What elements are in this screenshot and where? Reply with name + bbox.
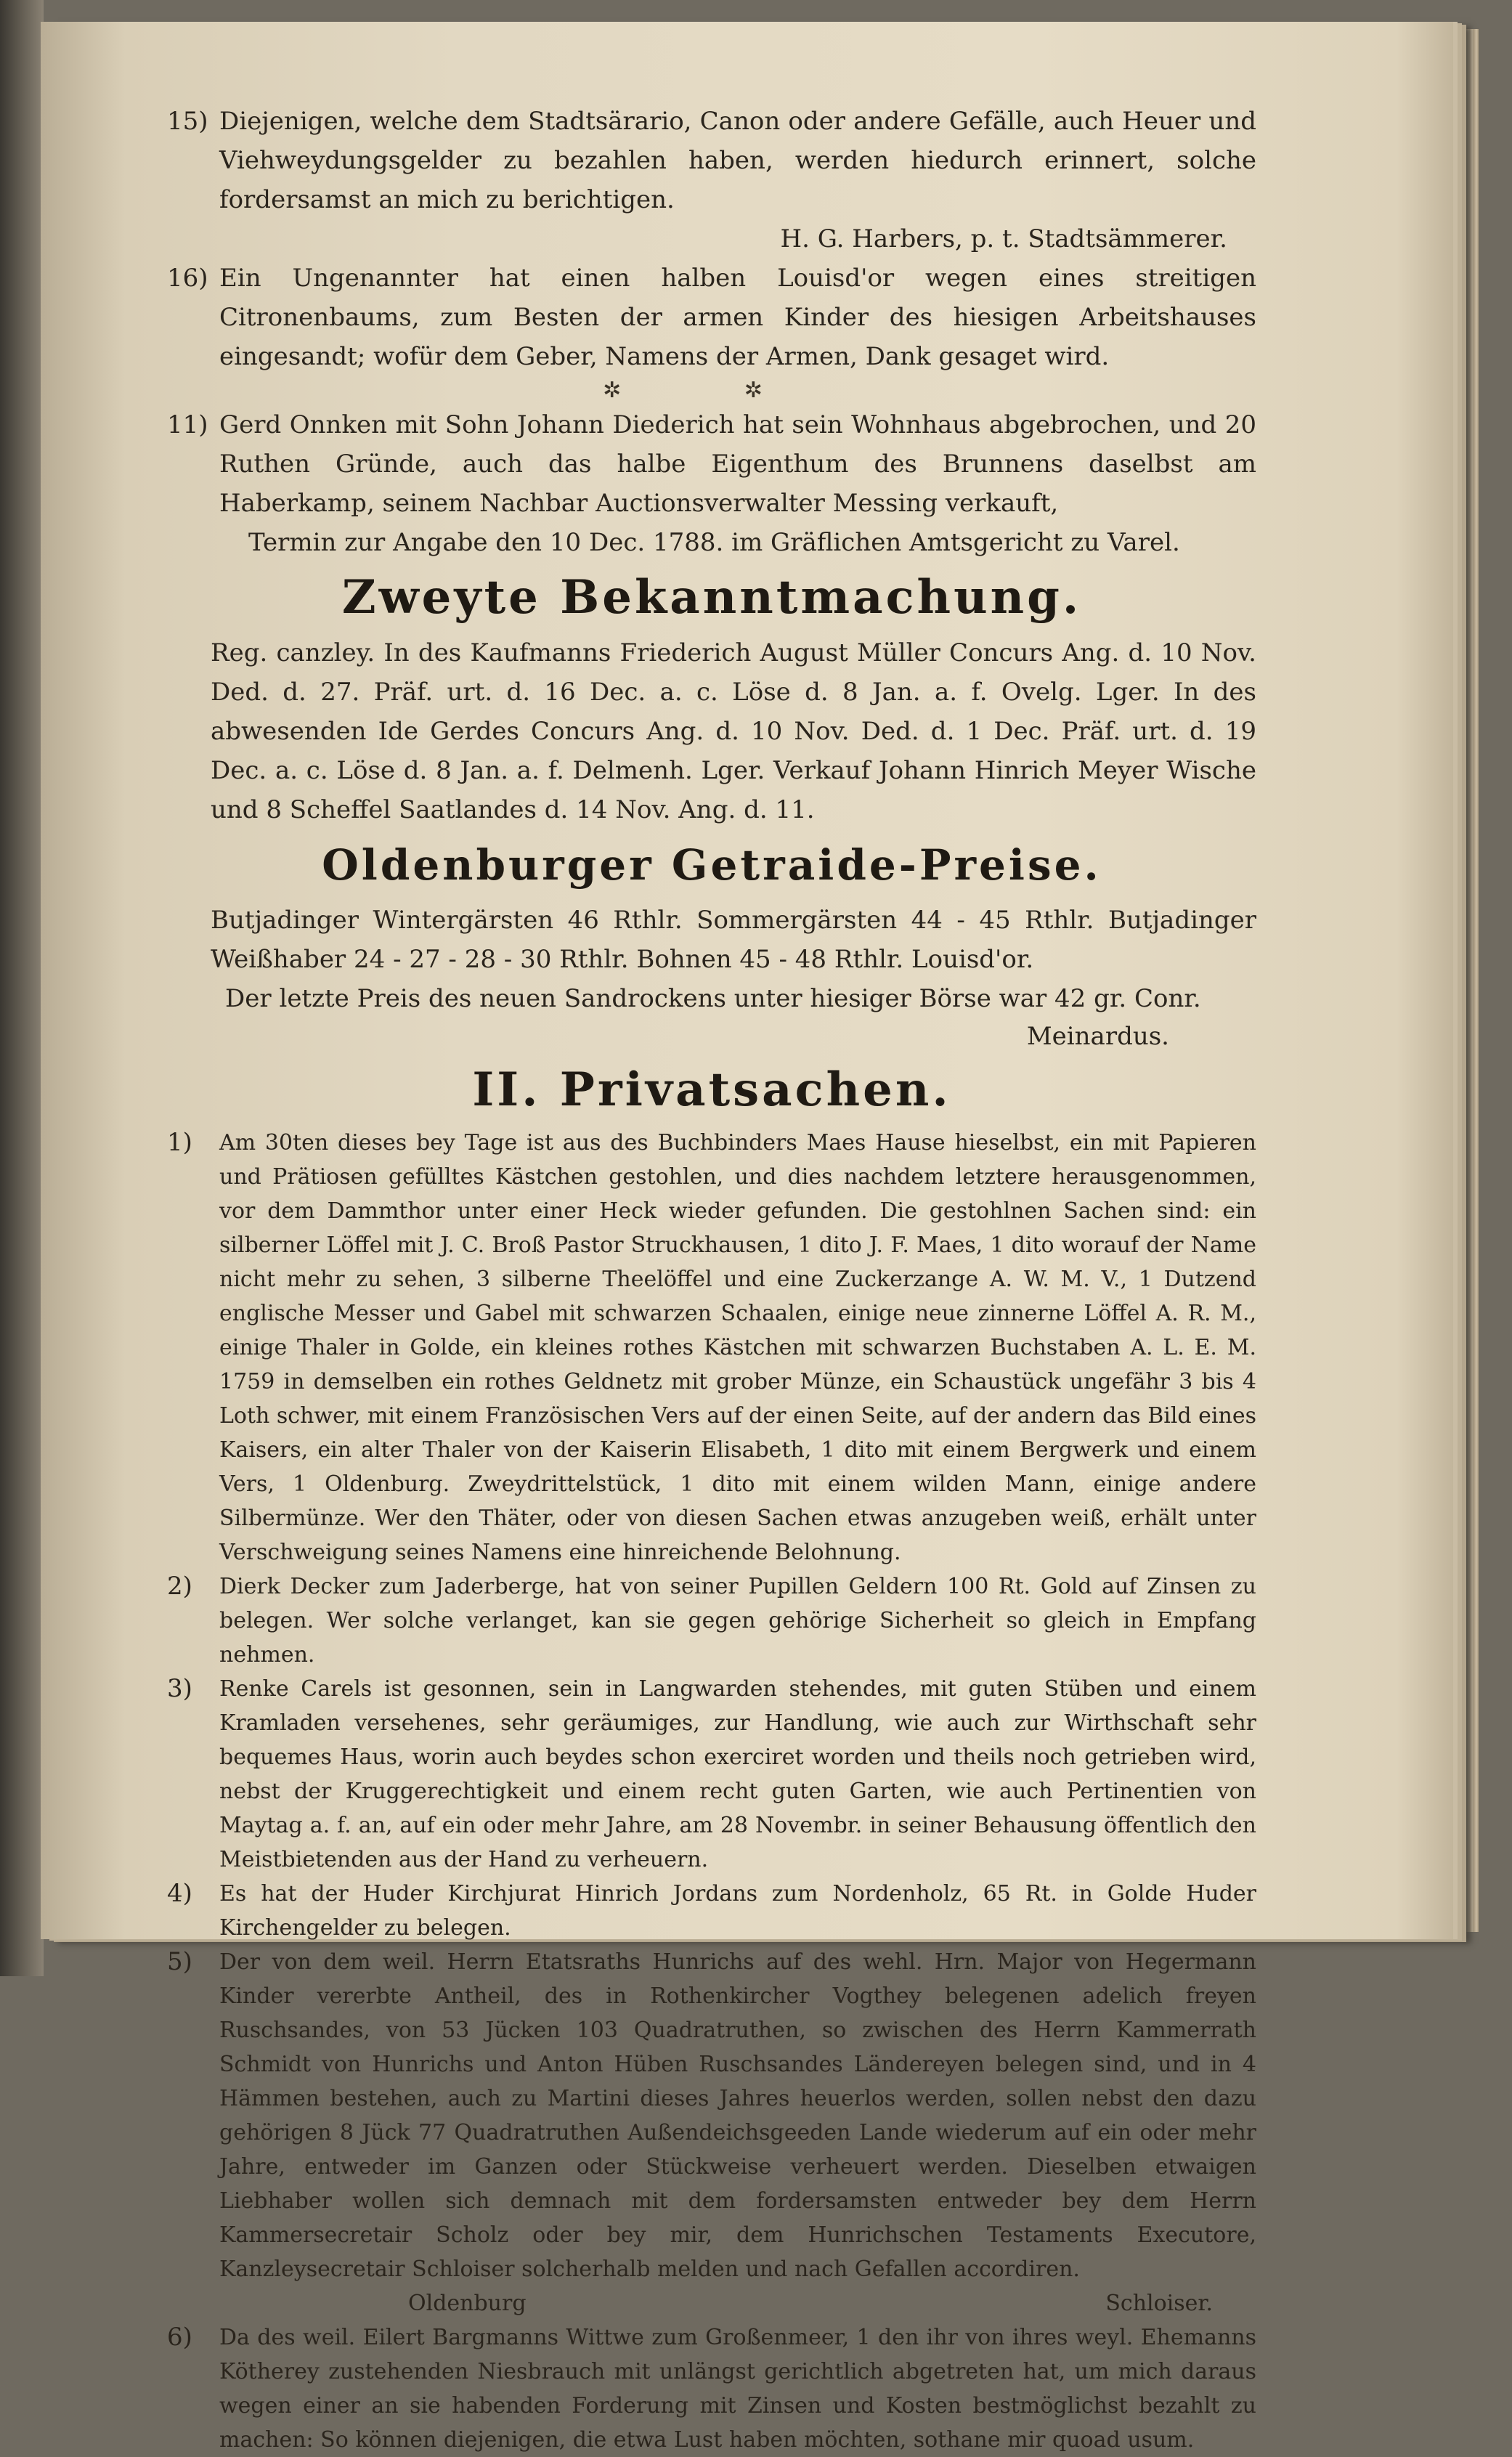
heading-getraide-preise: Oldenburger Getraide-Preise. <box>322 840 1102 890</box>
notice-text: Gerd Onnken mit Sohn Johann Diederich hat sein Wohnhaus abgebrochen, und 20 Ruthen Gründe, auch das halbe Eigenthum des Brunnens daselbst am Haberkamp, seinem Nachbar Auctionsverwalter Messing verkauft, <box>219 410 1256 518</box>
notice-text: Am 30ten dieses bey Tage ist aus des Buchbinders Maes Hause hieselbst, ein mit Papieren und Prätiosen gefülltes Kästchen gestohlen, und dies nachdem letztere herausgenommen, vor dem Dammthor unter einer Heck wieder gefunden. Die gestohlnen Sachen sind: ein silberner Löffel mit J. C. Broß Pastor Struckhausen, 1 dito J. F. Maes, 1 dito worauf der Name nicht mehr zu sehen, 3 silberne Theelöffel und eine Zuckerzange A. W. M. V., 1 Dutzend englische Messer und Gabel mit schwarzen Schaalen, einige neue zinnerne Löffel A. R. M., einige Thaler in Golde, ein kleines rothes Kästchen mit schwarzen Buchstaben A. L. E. M. 1759 in demselben ein rothes Geldnetz mit grober Münze, ein Schaustück ungefähr 3 bis 4 Loth schwer, mit einem Französischen Vers auf der einen Seite, auf der andern das Bild eines Kaisers, ein alter Thaler von der Kaiserin Elisabeth, 1 dito mit einem Bergwerk und einem Vers, 1 Oldenburg. Zweydrittelstück, 1 dito mit einem wilden Mann, einige andere Silbermünze. Wer den Thäter, oder von diesen Sachen etwas anzugeben weiß, erhält unter Verschweigung seines Namens eine hinreichende Belohnung. <box>219 1130 1256 1565</box>
notice-text: Ein Ungenannter hat einen halben Louisd'or wegen eines streitigen Citronenbaums, zum Besten der armen Kinder des hiesigen Arbeitshauses eingesandt; wofür dem Geber, Namens der Armen, Dank gesaget wird. <box>219 264 1256 371</box>
notice-text: Diejenigen, welche dem Stadtsärario, Canon oder andere Gefälle, auch Heuer und Viehweydungsgelder zu bezahlen haben, werden hiedurch erinnert, solche fordersamst an mich zu berichtigen. <box>219 107 1256 214</box>
preise-signature: Meinardus. <box>1026 1022 1169 1051</box>
notice-16 <box>167 259 1256 376</box>
page-content <box>167 102 1256 2457</box>
notice-text: Renke Carels ist gesonnen, sein in Langwarden stehendes, mit guten Stüben und einem Kramladen versehenes, sehr geräumiges, zur Handlung, wie auch zur Wirthschaft sehr bequemes Haus, worin auch beydes schon exerciret worden und theils noch getrieben wird, nebst der Kruggerechtigkeit und einem recht guten Garten, wie auch Pertinentien von Maytag a. f. an, auf ein oder mehr Jahre, am 28 Novembr. in seiner Behausung öffentlich den Meistbietenden aus der Hand zu verheuern. <box>219 1676 1256 1872</box>
section-divider-stars: ✲ ✲ <box>603 378 821 403</box>
notice-text: Da des weil. Eilert Bargmanns Wittwe zum Großenmeer, 1 den ihr von ihres weyl. Ehemanns Kötherey zustehenden Niesbrauch mit unlängst gerichtlich abgetreten hat, um mich daraus wegen einer an sie habenden Forderung mit Zinsen und Kosten bestmöglichst bezahlt zu machen: So können diejenigen, die etwa Lust haben möchten, sothane mir quoad usum. <box>219 2325 1256 2453</box>
notice-11 <box>167 405 1256 562</box>
notice-text: Der von dem weil. Herrn Etatsraths Hunrichs auf des wehl. Hrn. Major von Hegermann Kinder vererbte Antheil, des in Rothenkircher Vogthey belegenen adelich freyen Ruschsandes, von 53 Jücken 103 Quadratruthen, so zwischen des Herrn Kammerrath Schmidt von Hunrichs und Anton Hüben Ruschsandes Ländereyen belegen sind, und in 4 Hämmen bestehen, auch zu Martini dieses Jahres heuerlos werden, sollen nebst den dazu gehörigen 8 Jück 77 Quadratruthen Außendeichsgeeden Lande wiederum auf ein oder mehr Jahre, entweder im Ganzen oder Stückweise verheuert werden. Dieselben etwaigen Liebhaber wollen sich demnach mit dem fordersamsten entweder bey dem Herrn Kammersecretair Scholz oder bey mir, dem Hunrichschen Testaments Executore, Kanzleysecretair Schloiser solcherhalb melden und nach Gefallen accordiren. <box>219 1949 1256 2282</box>
notice-number: 3) <box>167 1674 192 1703</box>
notice-term: Termin zur Angabe den 10 Dec. 1788. im Gräflichen Amtsgericht zu Varel. <box>248 528 1180 557</box>
notice-number: 11) <box>167 410 208 439</box>
heading-privatsachen: II. Privatsachen. <box>472 1063 951 1117</box>
notice-place: Oldenburg <box>408 2291 527 2316</box>
private-notice-4 <box>167 1877 1256 1945</box>
notice-number: 4) <box>167 1879 192 1908</box>
notice-number: 5) <box>167 1947 192 1976</box>
notice-number: 16) <box>167 264 208 293</box>
preise-text-2: Der letzte Preis des neuen Sandrockens unter hiesiger Börse war 42 gr. Conr. <box>225 984 1201 1013</box>
private-notice-5 <box>167 1945 1256 2320</box>
notice-number: 2) <box>167 1572 192 1601</box>
book-spine <box>0 0 44 1976</box>
notice-signature: H. G. Harbers, p. t. Stadtsämmerer. <box>780 224 1227 253</box>
heading-zweyte-bekanntmachung: Zweyte Bekanntmachung. <box>341 570 1082 625</box>
notice-text: Dierk Decker zum Jaderberge, hat von seiner Pupillen Geldern 100 Rt. Gold auf Zinsen zu belegen. Wer solche verlanget, kan sie gegen gehörige Sicherheit so gleich in Empfang nehmen. <box>219 1574 1256 1668</box>
private-notice-2 <box>167 1569 1256 1672</box>
private-notice-3 <box>167 1672 1256 1877</box>
notice-15 <box>167 102 1256 259</box>
private-notice-1 <box>167 1126 1256 1569</box>
notice-number: 1) <box>167 1128 192 1157</box>
notice-number: 15) <box>167 107 208 136</box>
notice-number: 6) <box>167 2323 192 2352</box>
zweyte-text: Reg. canzley. In des Kaufmanns Friederich August Müller Concurs Ang. d. 10 Nov. Ded. d. 27. Präf. urt. d. 16 Dec. a. c. Löse d. 8 Jan. a. f. Ovelg. Lger. In des abwesenden Ide Gerdes Concurs Ang. d. 10 Nov. Ded. d. 1 Dec. Präf. urt. d. 19 Dec. a. c. Löse d. 8 Jan. a. f. Delmenh. Lger. Verkauf Johann Hinrich Meyer Wische und 8 Scheffel Saatlandes d. 14 Nov. Ang. d. 11. <box>211 638 1256 824</box>
notice-signature: Schloiser. <box>1105 2291 1213 2316</box>
page-edges <box>1452 29 1479 1932</box>
preise-text: Butjadinger Wintergärsten 46 Rthlr. Sommergärsten 44 - 45 Rthlr. Butjadinger Weißhaber 24 - 27 - 28 - 30 Rthlr. Bohnen 45 - 48 Rthlr. Louisd'or. <box>211 906 1256 974</box>
private-notice-6 <box>167 2320 1256 2457</box>
notice-text: Es hat der Huder Kirchjurat Hinrich Jordans zum Nordenholz, 65 Rt. in Golde Huder Kirchengelder zu belegen. <box>219 1881 1256 1941</box>
